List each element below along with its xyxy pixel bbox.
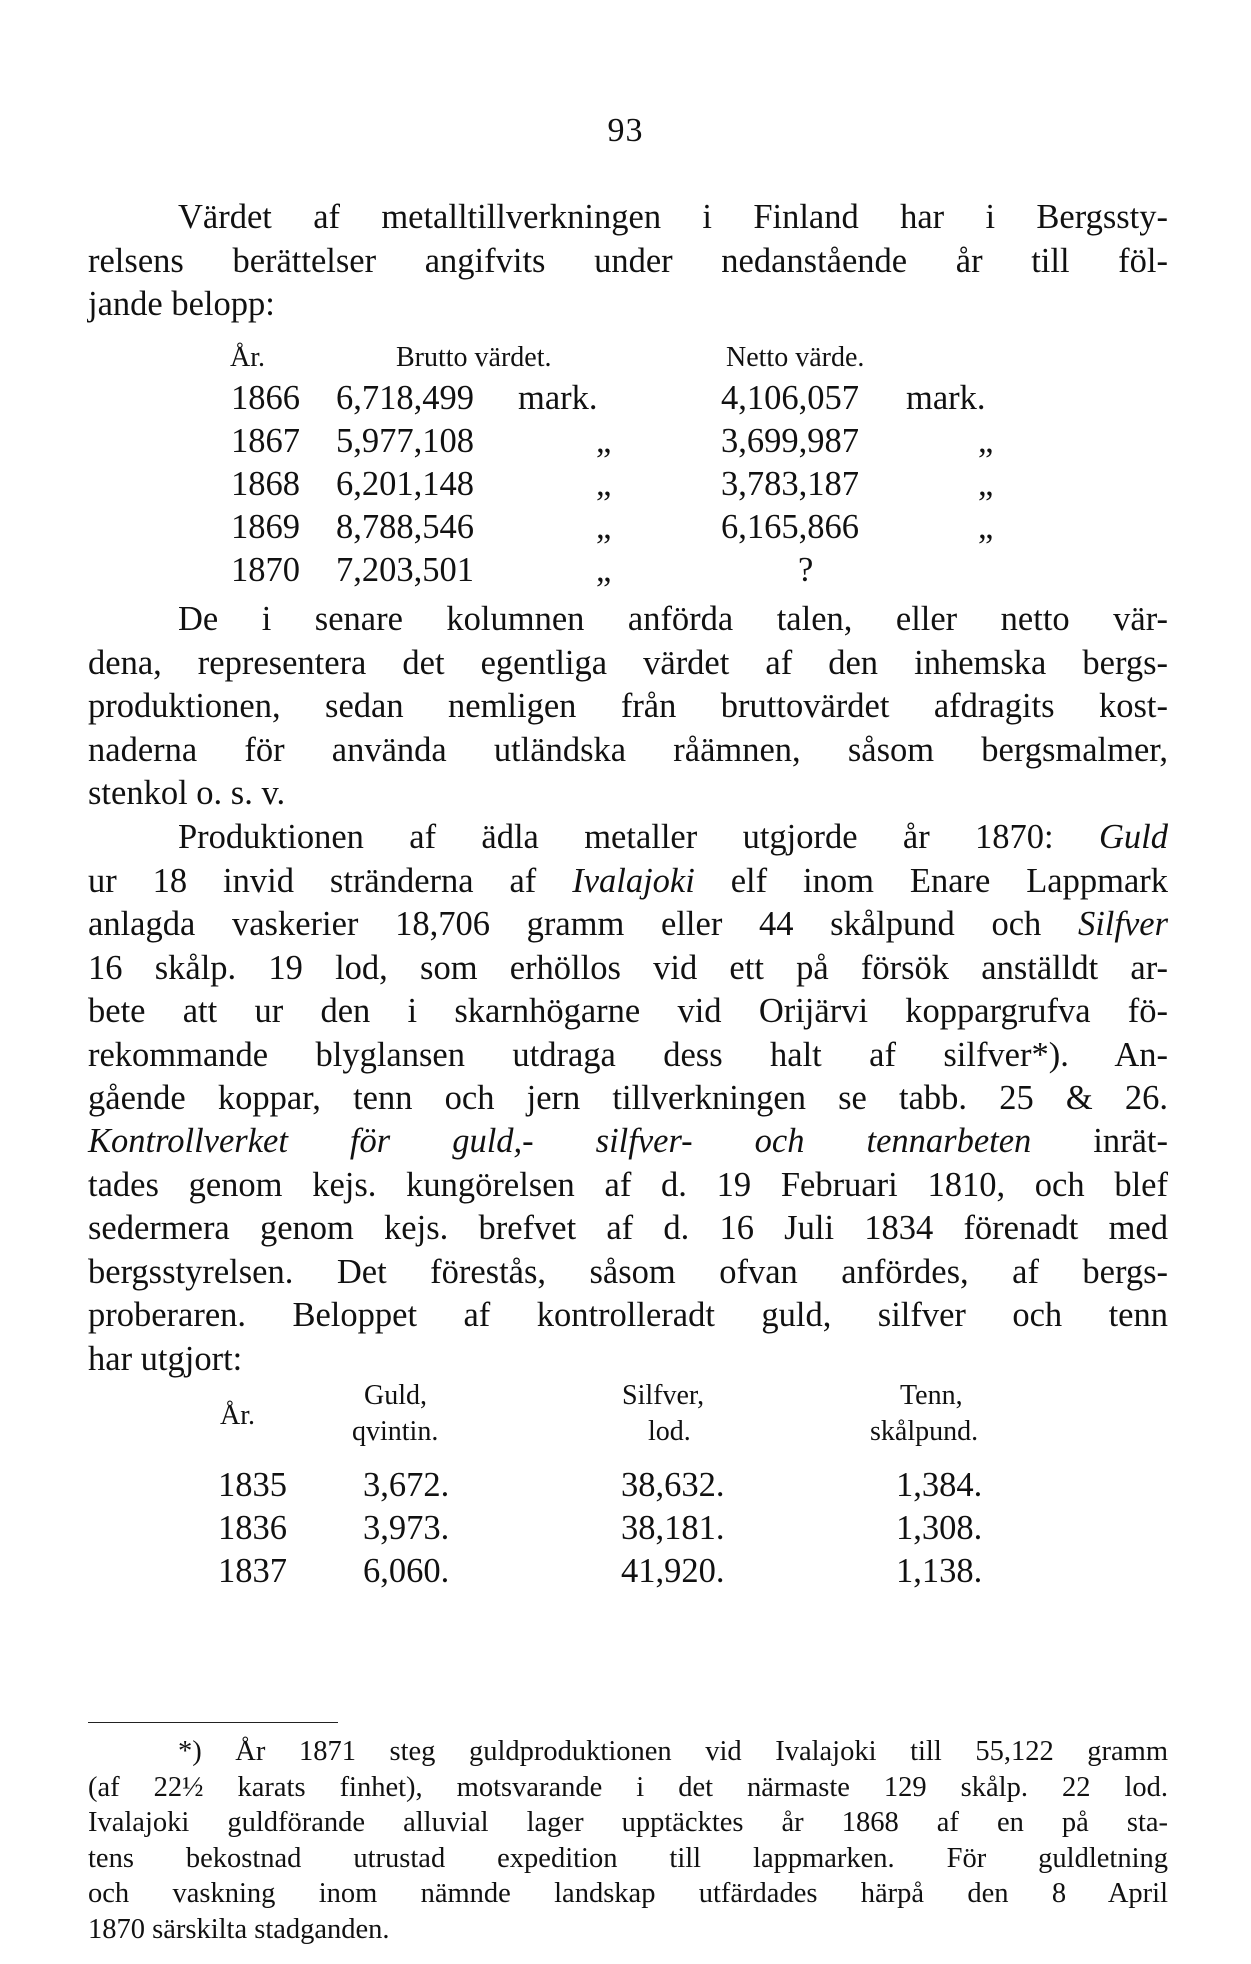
- italic-term: Ivalajoki: [572, 861, 695, 900]
- header-tin-unit: skålpund.: [870, 1416, 979, 1447]
- production-value-table: [88, 336, 1168, 594]
- header-gold-unit: qvintin.: [352, 1416, 439, 1447]
- table-row: [88, 422, 1168, 465]
- table-row: [88, 508, 1168, 551]
- cell-gold: 6,060.: [363, 1552, 450, 1590]
- text-line: relsens berättelser angifvits under nedanstående år till föl-: [88, 241, 1168, 280]
- cell-gross: 6,201,148: [336, 465, 474, 503]
- cell-gross: 8,788,546: [336, 508, 474, 546]
- cell-ditto: „: [596, 465, 612, 503]
- cell-silver: 38,181.: [621, 1509, 725, 1547]
- cell-year: 1835: [218, 1466, 287, 1504]
- table-header: [88, 336, 1168, 379]
- cell-ditto: „: [596, 508, 612, 546]
- cell-net: 6,165,866: [721, 508, 859, 546]
- control-office-paragraph: [88, 1124, 1168, 1385]
- cell-unit: mark.: [906, 379, 986, 417]
- italic-term: Guld: [1099, 818, 1168, 856]
- cell-tin: 1,138.: [896, 1552, 983, 1590]
- cell-net: ?: [798, 551, 814, 589]
- cell-year: 1870: [231, 551, 300, 589]
- text-line: tades genom kejs. kungörelsen af d. 19 Februari 1810, och blef: [88, 1165, 1168, 1204]
- cell-year: 1869: [231, 508, 300, 546]
- cell-net: 4,106,057: [721, 379, 859, 417]
- cell-ditto: „: [596, 422, 612, 460]
- control-amounts-table: [88, 1380, 1168, 1595]
- text-line: dena, representera det egentliga värdet af den inhemska bergs-: [88, 643, 1168, 682]
- text-line: De i senare kolumnen anförda talen, eller netto vär-: [178, 600, 1168, 638]
- text-line: rekommande blyglansen utdraga dess halt af silfver*). An-: [88, 1035, 1168, 1074]
- cell-year: 1836: [218, 1509, 287, 1547]
- text-line: anlagda vaskerier 18,706 gramm eller 44 skålpund och Silfver: [88, 905, 1168, 943]
- cell-year: 1868: [231, 465, 300, 503]
- text-line: bete att ur den i skarnhögarne vid Orijärvi koppargrufva fö-: [88, 992, 1168, 1030]
- cell-gross: 6,718,499: [336, 379, 474, 417]
- cell-ditto: „: [978, 422, 994, 460]
- cell-year: 1837: [218, 1552, 287, 1590]
- cell-ditto: „: [596, 551, 612, 589]
- text-line: har utgjort:: [88, 1339, 243, 1378]
- table-row: [88, 1552, 1168, 1595]
- text-line: gående koppar, tenn och jern tillverkningen se tabb. 25 & 26.: [88, 1079, 1168, 1117]
- cell-year: 1866: [231, 379, 300, 417]
- header-gold: Guld,: [364, 1380, 427, 1411]
- text-line: bergsstyrelsen. Det förestås, såsom ofvan anfördes, af bergs-: [88, 1252, 1168, 1291]
- table-row: [88, 1509, 1168, 1552]
- text-line: Kontrollverket för guld,- silfver- och tennarbeten inrät-: [88, 1122, 1168, 1160]
- cell-ditto: „: [978, 508, 994, 546]
- footnote-line: (af 22½ karats finhet), motsvarande i det närmaste 129 skålp. 22 lod.: [88, 1771, 1168, 1803]
- text-line: jande belopp:: [88, 285, 275, 323]
- cell-net: 3,783,187: [721, 465, 859, 503]
- precious-metals-paragraph: [88, 820, 1168, 1125]
- cell-year: 1867: [231, 422, 300, 460]
- table-row: [88, 1466, 1168, 1509]
- header-silver: Silfver,: [622, 1380, 705, 1411]
- cell-unit: mark.: [518, 379, 598, 417]
- net-value-paragraph: [88, 602, 1168, 820]
- text-line: ur 18 invid stränderna af Ivalajoki elf inom Enare Lappmark: [88, 861, 1168, 900]
- cell-silver: 41,920.: [621, 1552, 725, 1590]
- text-line: stenkol o. s. v.: [88, 774, 286, 812]
- cell-gold: 3,973.: [363, 1509, 450, 1547]
- text-line: Värdet af metalltillverkningen i Finland har i Bergssty-: [178, 198, 1168, 236]
- italic-term: Silfver: [1077, 905, 1168, 943]
- footnote-line: 1870 särskilta stadganden.: [88, 1913, 390, 1945]
- header-year: År.: [230, 342, 265, 373]
- cell-gross: 7,203,501: [336, 551, 474, 589]
- table-row: [88, 465, 1168, 508]
- footnote-line: och vaskning inom nämnde landskap utfärdades härpå den 8 April: [88, 1878, 1168, 1909]
- header-silver-unit: lod.: [648, 1416, 691, 1447]
- footnote-line: tens bekostnad utrustad expedition till lappmarken. För guldletning: [88, 1842, 1168, 1874]
- text-line: naderna för använda utländska råämnen, såsom bergsmalmer,: [88, 730, 1168, 769]
- header-tin: Tenn,: [900, 1380, 963, 1411]
- header-year: År.: [220, 1400, 255, 1431]
- text-line: Produktionen af ädla metaller utgjorde år 1870: Guld: [178, 818, 1168, 856]
- header-gross: Brutto värdet.: [396, 342, 552, 373]
- table-header: [88, 1380, 1168, 1466]
- footnote-divider: [88, 1722, 338, 1723]
- cell-tin: 1,308.: [896, 1509, 983, 1547]
- intro-paragraph: [88, 200, 1168, 331]
- cell-gold: 3,672.: [363, 1466, 450, 1504]
- italic-heading: Kontrollverket för guld,- silfver- och tennarbeten: [88, 1122, 1032, 1160]
- footnote: [88, 1738, 1168, 1951]
- cell-ditto: „: [978, 465, 994, 503]
- cell-gross: 5,977,108: [336, 422, 474, 460]
- table-row: [88, 379, 1168, 422]
- text-line: sedermera genom kejs. brefvet af d. 16 Juli 1834 förenadt med: [88, 1209, 1168, 1247]
- text-line: 16 skålp. 19 lod, som erhöllos vid ett på försök anställdt ar-: [88, 948, 1168, 987]
- footnote-line: Ivalajoki guldförande alluvial lager upptäcktes år 1868 af en på sta-: [88, 1807, 1168, 1838]
- page-number: 93: [607, 112, 644, 149]
- text-line: produktionen, sedan nemligen från bruttovärdet afdragits kost-: [88, 687, 1168, 725]
- header-net: Netto värde.: [726, 342, 865, 373]
- table-row: [88, 551, 1168, 594]
- cell-tin: 1,384.: [896, 1466, 983, 1504]
- cell-net: 3,699,987: [721, 422, 859, 460]
- cell-silver: 38,632.: [621, 1466, 725, 1504]
- footnote-line: *) År 1871 steg guldproduktionen vid Ivalajoki till 55,122 gramm: [178, 1736, 1168, 1767]
- text-line: proberaren. Beloppet af kontrolleradt guld, silfver och tenn: [88, 1296, 1168, 1334]
